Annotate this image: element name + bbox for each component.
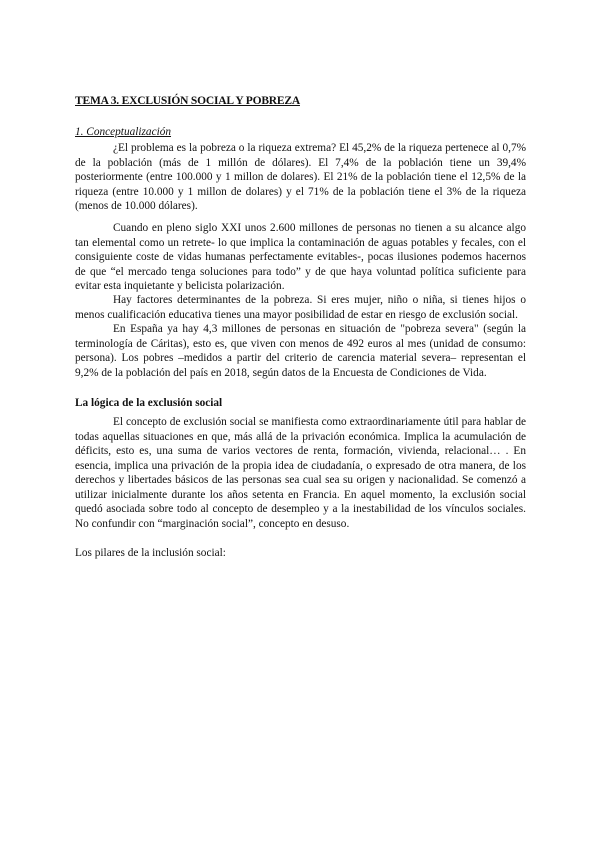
section-heading-conceptualizacion: 1. Conceptualización — [75, 126, 172, 138]
paragraph: ¿El problema es la pobreza o la riqueza extrema? El 45,2% de la riqueza pertenece al 0,7% de la población (más de 1 millón de dólares). El 7,4% de la población tiene un 39,4% posteriormente (entre 100.000 y 1 millon de dolares). El 21% de la población tiene el 12,5% de la riqueza (entre 10.000 y 1 millon de dolares) y el 71% de la población tiene el 3% de la riqueza (menos de 10.000 dólares). — [75, 142, 526, 212]
closing-line: Los pilares de la inclusión social: — [75, 547, 226, 559]
paragraph: Hay factores determinantes de la pobreza. Si eres mujer, niño o niña, si tienes hijos o menos cualificación educativa tienes una mayor posibilidad de estar en riesgo de exclusión social. — [75, 294, 526, 321]
paragraph: Cuando en pleno siglo XXI unos 2.600 millones de personas no tienen a su alcance algo tan elemental como un retrete- lo que implica la contaminación de aguas potables y fecales, con el consiguiente coste de vidas humanas perfectamente evitables-, pocas ilusiones podemos hacernos de que “el mercado tenga soluciones para todo” y de que haya voluntad política suficiente para evitar esta inquietante y belicista polarización. — [75, 222, 526, 292]
section-heading-logica: La lógica de la exclusión social — [75, 397, 223, 409]
paragraph: El concepto de exclusión social se manifiesta como extraordinariamente útil para hablar de todas aquellas situaciones en que, más allá de la privación económica. Implica la acumulación de déficits, esto es, una suma de varios vectores de renta, formación, vivienda, relacional… . En esencia, implica una privación de la propia idea de ciudadanía, o expresado de otra manera, de los derechos y libertades básicos de las personas sea cual sea su origen y nacionalidad. Se comenzó a utilizar inicialmente durante los años setenta en Francia. En aquel momento, la exclusión social quedó asociada sobre todo al concepto de desempleo y a la inestabilidad de los vínculos sociales. No confundir con “marginación social”, concepto en desuso. — [75, 416, 526, 530]
paragraph: En España ya hay 4,3 millones de personas en situación de "pobreza severa" (según la terminología de Cáritas), esto es, que viven con menos de 492 euros al mes (unidad de consumo: persona). Los pobres –medidos a partir del criterio de carencia material severa– representan el 9,2% de la población del país en 2018, según datos de la Encuesta de Condiciones de Vida. — [75, 323, 526, 379]
page-title: TEMA 3. EXCLUSIÓN SOCIAL Y POBREZA — [75, 95, 300, 107]
